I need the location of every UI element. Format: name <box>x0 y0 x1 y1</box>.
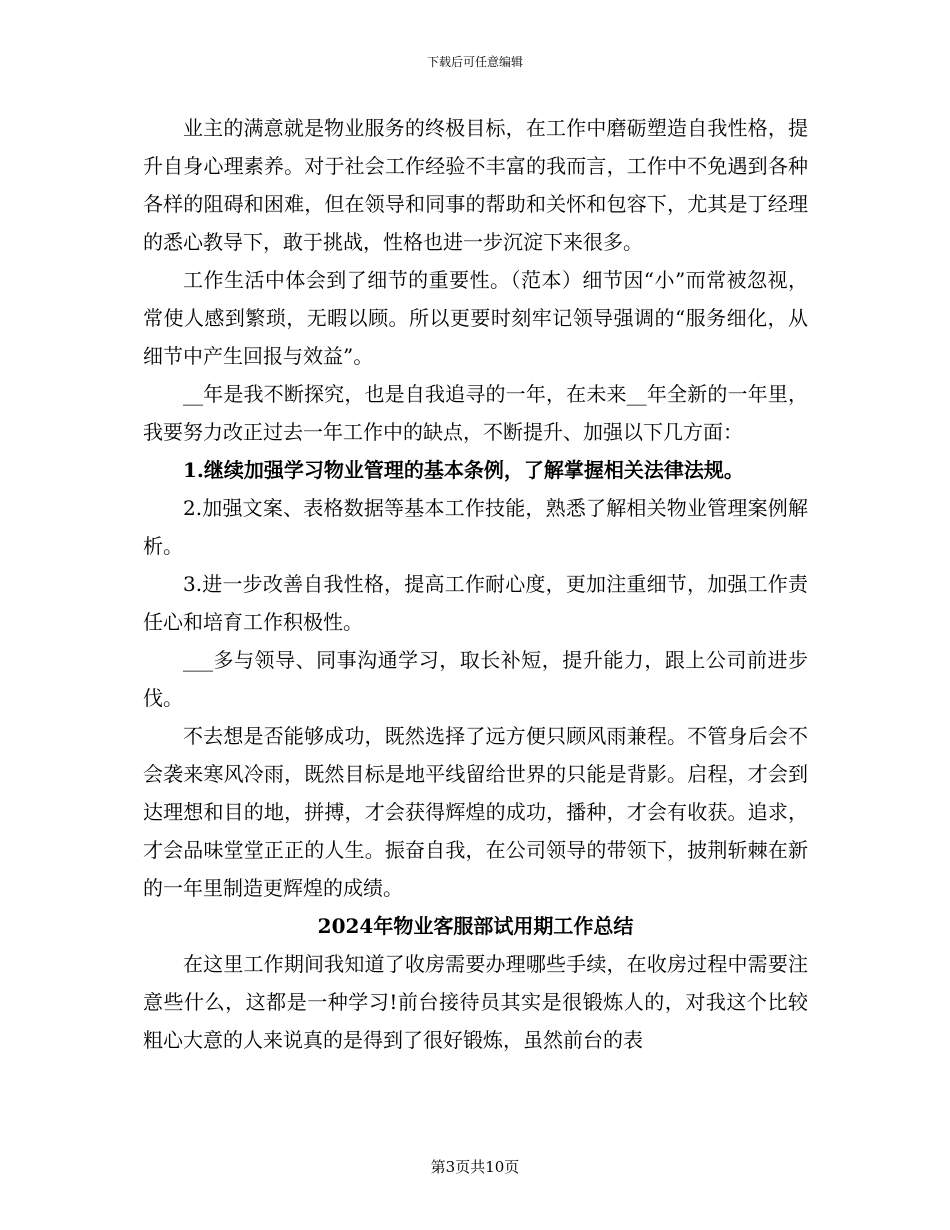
paragraph-conclusion: 不去想是否能够成功，既然选择了远方便只顾风雨兼程。不管身后会不会袭来寒风冷雨，既然目标是地平线留给世界的只能是背影。启程，才会到达理想和目的地，拼搏，才会获得辉煌的成功，播种，才会有收获。追求，才会品味堂堂正正的人生。振奋自我，在公司领导的带领下，披荆斩棘在新的一年里制造更辉煌的成绩。 <box>143 724 808 900</box>
page-header: 下载后可任意编辑 <box>426 55 523 69</box>
document-body <box>143 109 808 1059</box>
list-item-2: 2.加强文案、表格数据等基本工作技能，熟悉了解相关物业管理案例解析。 <box>143 496 808 558</box>
list-item-1: 1.继续加强学习物业管理的基本条例，了解掌握相关法律法规。 <box>183 458 744 482</box>
list-item-3: 3.进一步改善自我性格，提高工作耐心度，更加注重细节，加强工作责任心和培育工作积极性。 <box>143 572 808 634</box>
paragraph-owner-satisfaction: 业主的满意就是物业服务的终极目标，在工作中磨砺塑造自我性格，提升自身心理素养。对于社会工作经验不丰富的我而言，工作中不免遇到各种各样的阻碍和困难，但在领导和同事的帮助和关怀和包容下，尤其是丁经理的悉心教导下，敢于挑战，性格也进一步沉淀下来很多。 <box>143 116 808 254</box>
paragraph-importance-of-details: 工作生活中体会到了细节的重要性。（范本）细节因“小”而常被忽视，常使人感到繁琐，无暇以顾。所以更要时刻牢记领导强调的“服务细化，从细节中产生回报与效益”。 <box>143 268 808 368</box>
section-title: 2024年物业客服部试用期工作总结 <box>317 914 634 938</box>
paragraph-year-review: __年是我不断探究，也是自我追寻的一年，在未来__年全新的一年里，我要努力改正过去一年工作中的缺点，不断提升、加强以下几方面： <box>143 382 808 444</box>
page-number: 第3页共10页 <box>430 1158 520 1176</box>
paragraph-front-desk: 在这里工作期间我知道了收房需要办理哪些手续，在收房过程中需要注意些什么，这都是一种学习!前台接待员其实是很锻炼人的，对我这个比较粗心大意的人来说真的是得到了很好锻炼，虽然前台的表 <box>143 952 808 1052</box>
list-item-4: ___多与领导、同事沟通学习，取长补短，提升能力，跟上公司前进步伐。 <box>143 648 808 710</box>
